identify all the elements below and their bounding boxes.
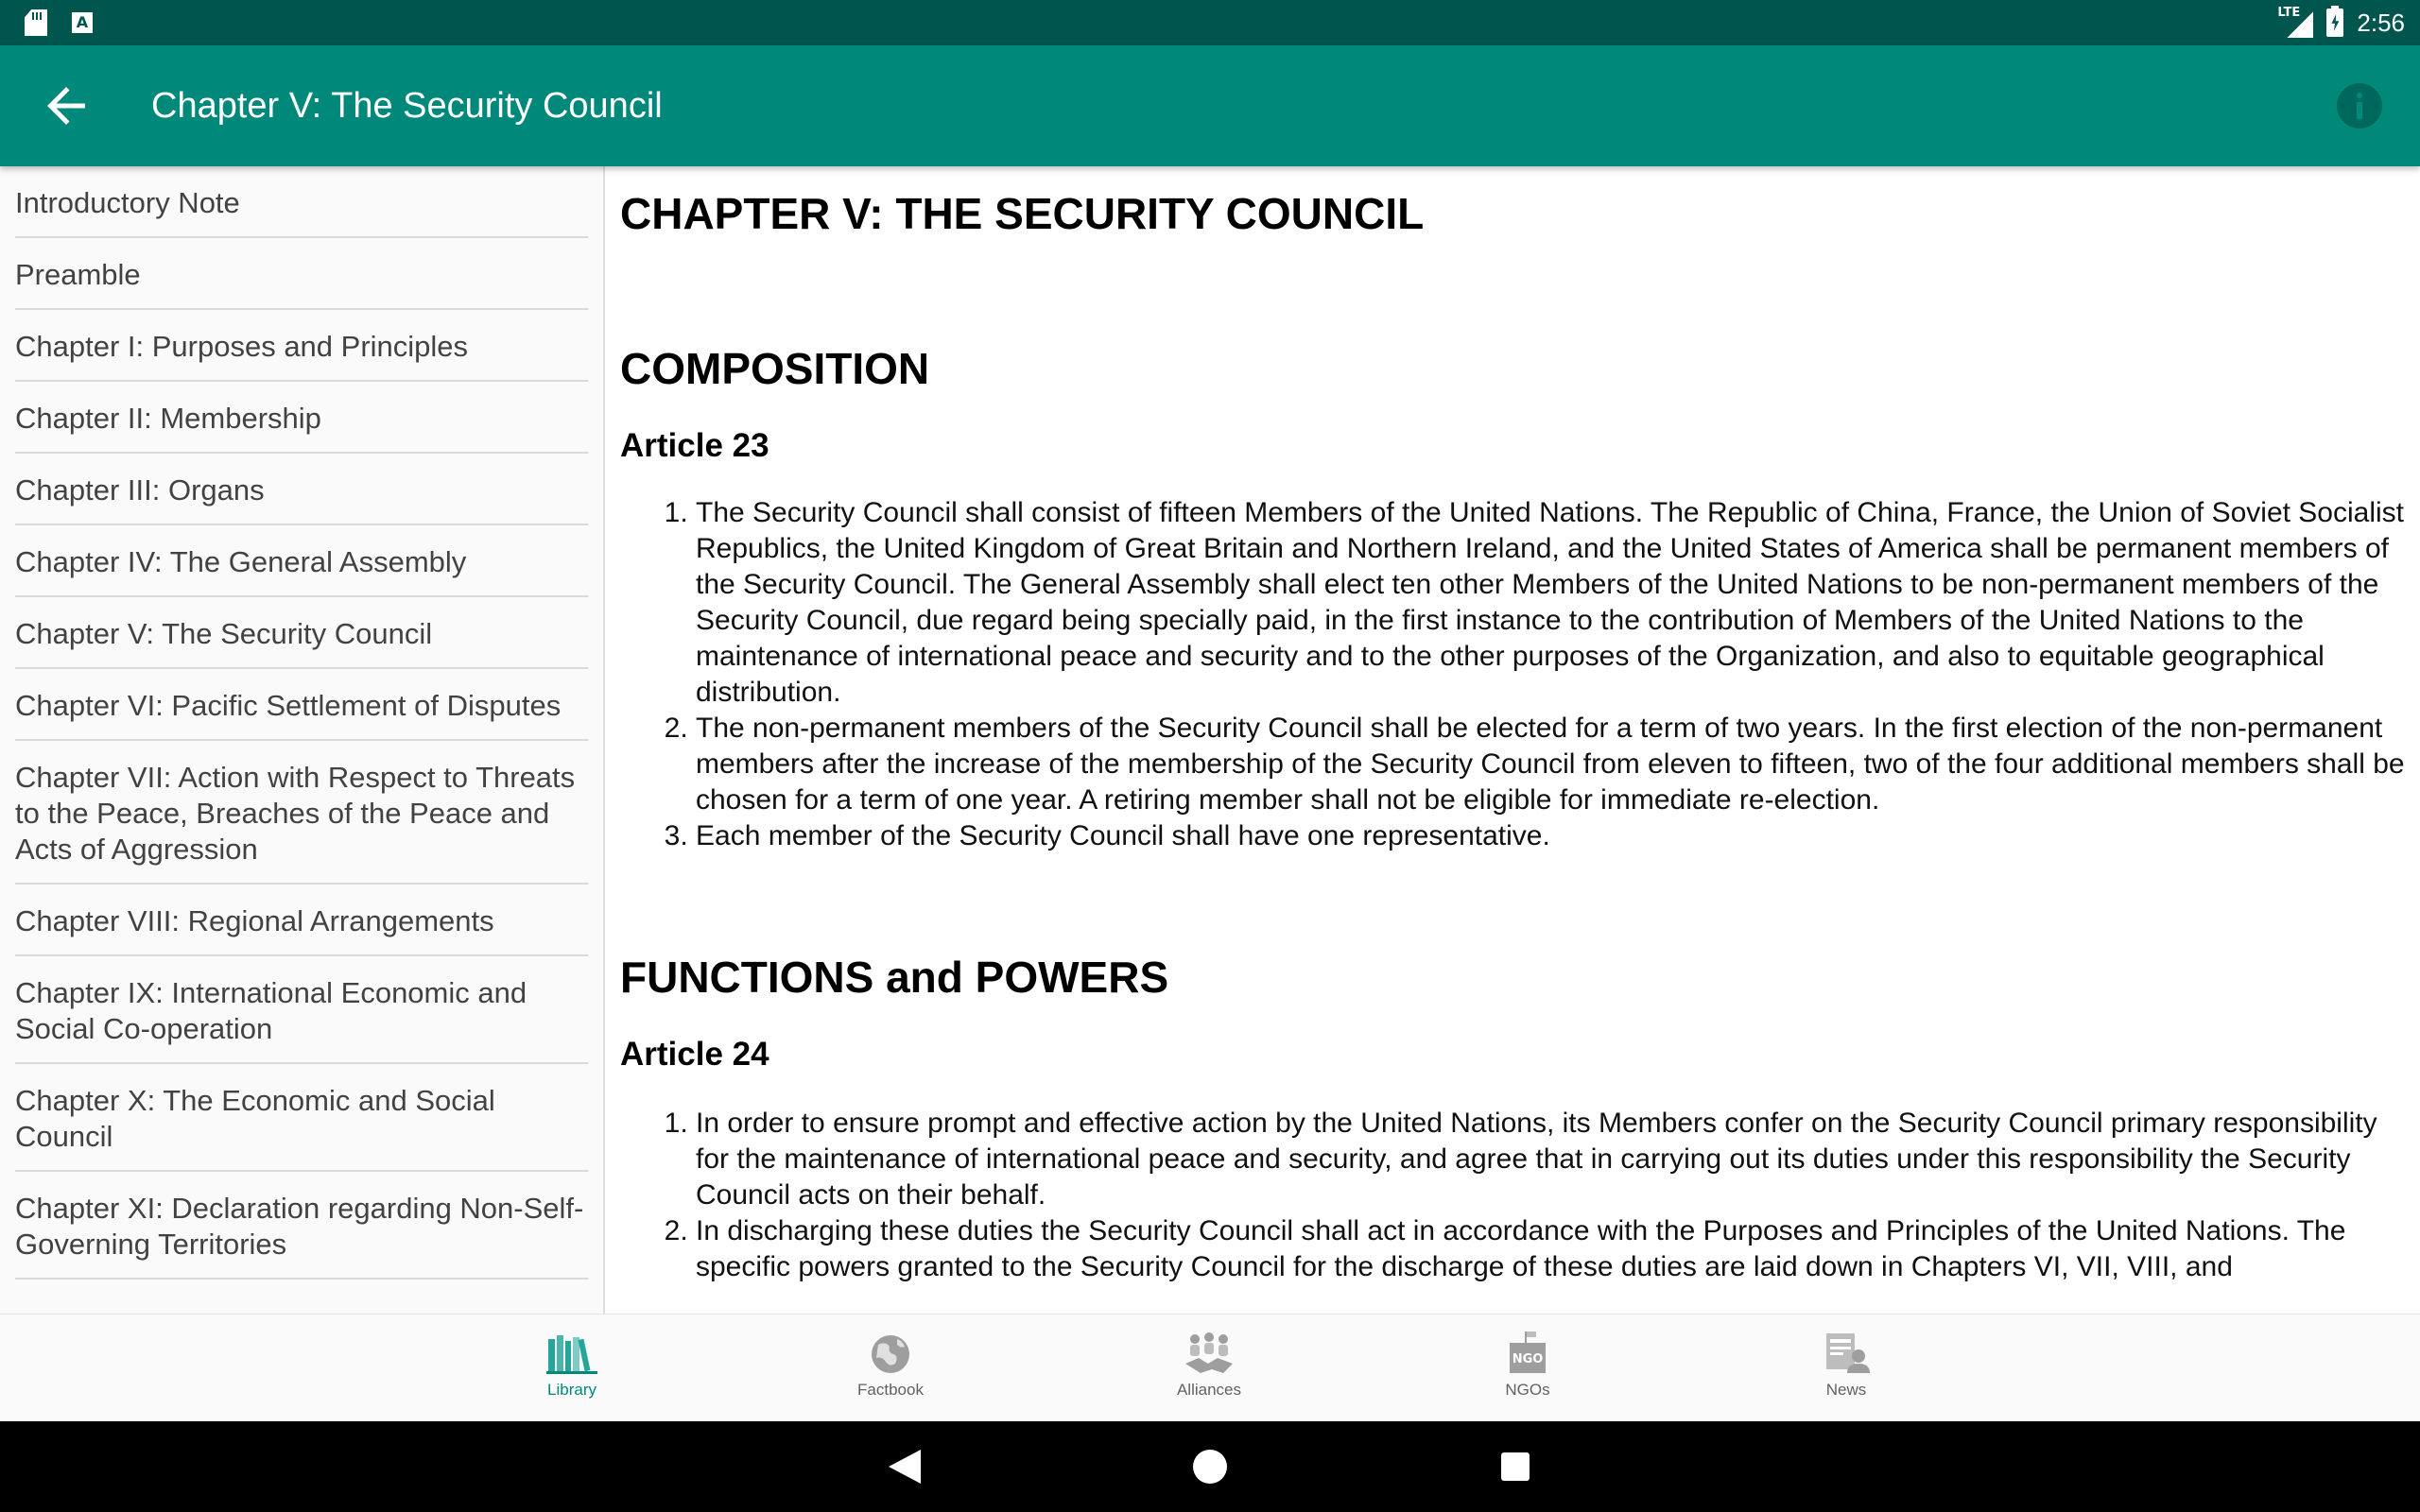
app-bar	[0, 45, 2420, 166]
clock: 2:56	[2357, 8, 2405, 37]
system-back-icon[interactable]	[889, 1450, 921, 1484]
chapter-heading: CHAPTER V: THE SECURITY COUNCIL	[620, 189, 1425, 238]
battery-charging-icon	[2326, 9, 2343, 37]
chapter-item-4[interactable]: Chapter IV: The General Assembly	[15, 525, 588, 597]
article-heading-23: Article 23	[620, 427, 769, 464]
page-title: Chapter V: The Security Council	[151, 86, 663, 126]
nav-library[interactable]	[477, 1314, 666, 1422]
chapter-item-introductory-note[interactable]: Introductory Note	[15, 166, 588, 238]
article-23-paragraphs	[620, 495, 2407, 854]
paragraph: 3. Each member of the Security Council shall have one representative.	[696, 818, 2407, 854]
paragraph: 1. The Security Council shall consist of fifteen Members of the United Nations. The Republic of China, France, the Union of Soviet Socialist Republics, the United Kingdom of Great Britain and Northern Ireland, and the United States of America shall be permanent members of the Security Council. The General Assembly shall elect ten other Members of the United Nations to be non-permanent members of the Security Council, due regard being specially paid, in the first instance to the contribution of Members of the United Nations to the maintenance of international peace and security and to the other purposes of the Organization, and also to equitable geographical distribution.	[696, 495, 2407, 711]
status-bar	[0, 0, 2420, 45]
nav-label: Library	[547, 1381, 596, 1399]
section-heading-functions-powers: FUNCTIONS and POWERS	[620, 953, 1169, 1002]
paragraph: 2. The non-permanent members of the Security Council shall be elected for a term of two years. In the first election of the non-permanent members after the increase of the membership of the Security Council from eleven to fifteen, two of the four additional members shall be chosen for a term of one year. A retiring member shall not be eligible for immediate re-election.	[696, 711, 2407, 818]
paragraph: 2. In discharging these duties the Security Council shall act in accordance with the Purposes and Principles of the United Nations. The specific powers granted to the Security Council for the discharge of these duties are laid down in Chapters VI, VII, VIII, and	[696, 1213, 2407, 1285]
chapter-item-5[interactable]: Chapter V: The Security Council	[15, 597, 588, 669]
nav-label: Factbook	[857, 1381, 924, 1399]
chapter-item-preamble[interactable]: Preamble	[15, 238, 588, 310]
notification-icons	[25, 9, 93, 36]
chapter-item-1[interactable]: Chapter I: Purposes and Principles	[15, 310, 588, 382]
system-navigation-bar	[0, 1421, 2420, 1512]
network-type: LTE	[2277, 6, 2301, 20]
article-24-paragraphs	[620, 1106, 2407, 1285]
signal-icon	[2277, 8, 2313, 38]
chapter-item-3[interactable]: Chapter III: Organs	[15, 454, 588, 525]
sd-card-icon	[25, 9, 47, 36]
svg-text:NGO: NGO	[1512, 1352, 1544, 1366]
ngo-building-icon	[1502, 1332, 1553, 1375]
chapter-item-6[interactable]: Chapter VI: Pacific Settlement of Disputes	[15, 669, 588, 741]
info-icon[interactable]	[2337, 83, 2382, 129]
chapter-item-7[interactable]: Chapter VII: Action with Respect to Threats to the Peace, Breaches of the Peace and Acts of Aggression	[15, 741, 588, 885]
nav-label: NGOs	[1505, 1381, 1550, 1399]
nav-alliances[interactable]	[1115, 1314, 1304, 1422]
globe-icon	[865, 1332, 916, 1375]
chapter-content[interactable]	[607, 166, 2420, 1314]
nav-label: Alliances	[1176, 1381, 1242, 1399]
system-recents-icon[interactable]	[1501, 1452, 1530, 1481]
chapter-item-11[interactable]: Chapter XI: Declaration regarding Non-Self-Governing Territories	[15, 1172, 588, 1280]
system-home-icon[interactable]	[1193, 1450, 1227, 1484]
nav-ngos[interactable]	[1433, 1314, 1622, 1422]
nav-factbook[interactable]	[796, 1314, 985, 1422]
bottom-navigation	[0, 1314, 2420, 1421]
article-heading-24: Article 24	[620, 1036, 769, 1073]
nav-label: News	[1825, 1381, 1867, 1399]
system-status	[2277, 6, 2405, 40]
chapter-item-8[interactable]: Chapter VIII: Regional Arrangements	[15, 885, 588, 956]
chapter-item-9[interactable]: Chapter IX: International Economic and Social Co-operation	[15, 956, 588, 1064]
section-heading-composition: COMPOSITION	[620, 344, 930, 393]
chapter-item-2[interactable]: Chapter II: Membership	[15, 382, 588, 454]
back-arrow-icon[interactable]	[38, 77, 95, 134]
nav-news[interactable]	[1752, 1314, 1941, 1422]
paragraph: 1. In order to ensure prompt and effective action by the United Nations, its Members confer on the Security Council primary responsibility for the maintenance of international peace and security, and agree that in carrying out its duties under this responsibility the Security Council acts on their behalf.	[696, 1106, 2407, 1213]
news-icon	[1821, 1332, 1872, 1375]
app-notification-icon: A	[72, 12, 93, 33]
handshake-icon	[1184, 1332, 1235, 1375]
chapter-item-10[interactable]: Chapter X: The Economic and Social Council	[15, 1064, 588, 1172]
books-icon	[546, 1332, 597, 1375]
chapter-list	[0, 166, 605, 1314]
